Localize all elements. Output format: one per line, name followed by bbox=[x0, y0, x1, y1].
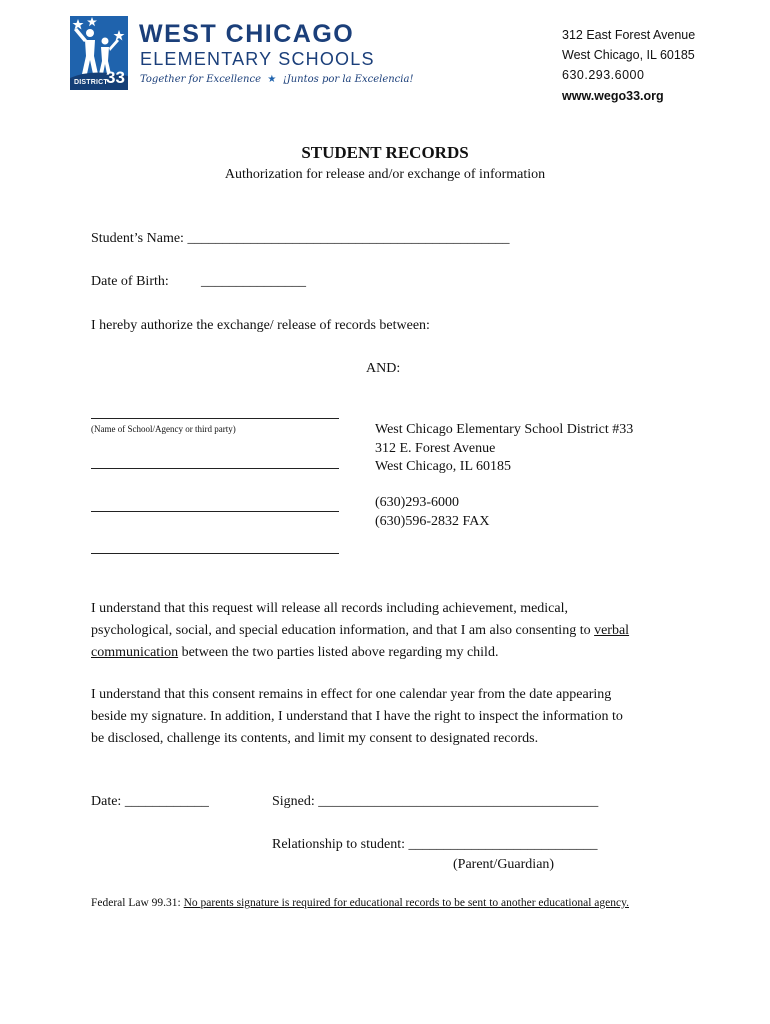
paragraph-text: between the two parties listed above regarding my child. bbox=[178, 645, 499, 660]
signed-field: Signed: ________________________________________ bbox=[272, 794, 599, 809]
relationship-field: Relationship to student: ___________________________ bbox=[272, 837, 598, 852]
federal-law-note bbox=[91, 897, 629, 909]
duration-paragraph-line: I understand that this consent remains in effect for one calendar year from the date appearing bbox=[91, 687, 612, 702]
document-subtitle: Authorization for release and/or exchange of information bbox=[224, 167, 546, 182]
tagline bbox=[140, 74, 413, 85]
relationship-note: (Parent/Guardian) bbox=[453, 857, 555, 872]
website-link[interactable]: www.wego33.org bbox=[562, 89, 664, 103]
consent-paragraph-line bbox=[91, 623, 629, 639]
star-icon bbox=[87, 17, 97, 26]
tagline-spanish: ¡Juntos por la Excelencia! bbox=[282, 74, 414, 85]
underlined-text: communication bbox=[91, 645, 179, 660]
and-label: AND: bbox=[366, 361, 401, 376]
authorization-statement: I hereby authorize the exchange/ release of records between: bbox=[91, 318, 430, 333]
student-name-blank: ______________________________________________ bbox=[187, 231, 510, 246]
consent-paragraph-line bbox=[91, 645, 498, 661]
star-icon bbox=[73, 19, 84, 30]
dob-label: Date of Birth: bbox=[91, 274, 169, 289]
star-icon: ★ bbox=[264, 74, 280, 85]
federal-law-text: No parents signature is required for educational records to be sent to another educational agency. bbox=[183, 897, 629, 909]
date-signature-field: Date: ____________ bbox=[91, 794, 209, 809]
district-info-city: West Chicago, IL 60185 bbox=[375, 459, 511, 474]
address-city: West Chicago, IL 60185 bbox=[562, 48, 695, 62]
party-address-line bbox=[91, 468, 339, 469]
star-icon bbox=[114, 30, 125, 41]
student-name-field bbox=[91, 231, 509, 247]
district-info-fax: (630)596-2832 FAX bbox=[375, 514, 490, 529]
tagline-english: Together for Excellence bbox=[140, 74, 261, 85]
address-street: 312 East Forest Avenue bbox=[562, 28, 696, 42]
org-name-line1: WEST CHICAGO bbox=[139, 20, 355, 48]
dob-blank: _______________ bbox=[201, 274, 306, 289]
duration-paragraph-line: beside my signature. In addition, I understand that I have the right to inspect the information to bbox=[91, 709, 623, 724]
district-info-street: 312 E. Forest Avenue bbox=[375, 441, 496, 456]
district-info-name: West Chicago Elementary School District #33 bbox=[375, 422, 634, 437]
document-title: STUDENT RECORDS bbox=[301, 143, 469, 162]
org-name-line2: ELEMENTARY SCHOOLS bbox=[140, 49, 375, 69]
address-phone: 630.293.6000 bbox=[562, 68, 645, 82]
party-name-line bbox=[91, 418, 339, 419]
district-label: DISTRICT bbox=[74, 79, 108, 86]
party-address-line bbox=[91, 553, 339, 554]
party-name-caption: (Name of School/Agency or third party) bbox=[91, 424, 236, 434]
district-info-phone: (630)293-6000 bbox=[375, 495, 459, 510]
federal-law-label: Federal Law 99.31: bbox=[91, 897, 184, 909]
consent-paragraph-line: I understand that this request will release all records including achievement, medical, bbox=[91, 601, 568, 616]
underlined-text: verbal bbox=[594, 623, 630, 638]
student-name-label: Student’s Name: bbox=[91, 231, 184, 246]
district-number: 33 bbox=[106, 68, 125, 87]
party-address-line bbox=[91, 511, 339, 512]
paragraph-text: psychological, social, and special education information, and that I am also consenting to bbox=[91, 623, 595, 638]
duration-paragraph-line: be disclosed, challenge its contents, and limit my consent to designated records. bbox=[91, 731, 539, 746]
